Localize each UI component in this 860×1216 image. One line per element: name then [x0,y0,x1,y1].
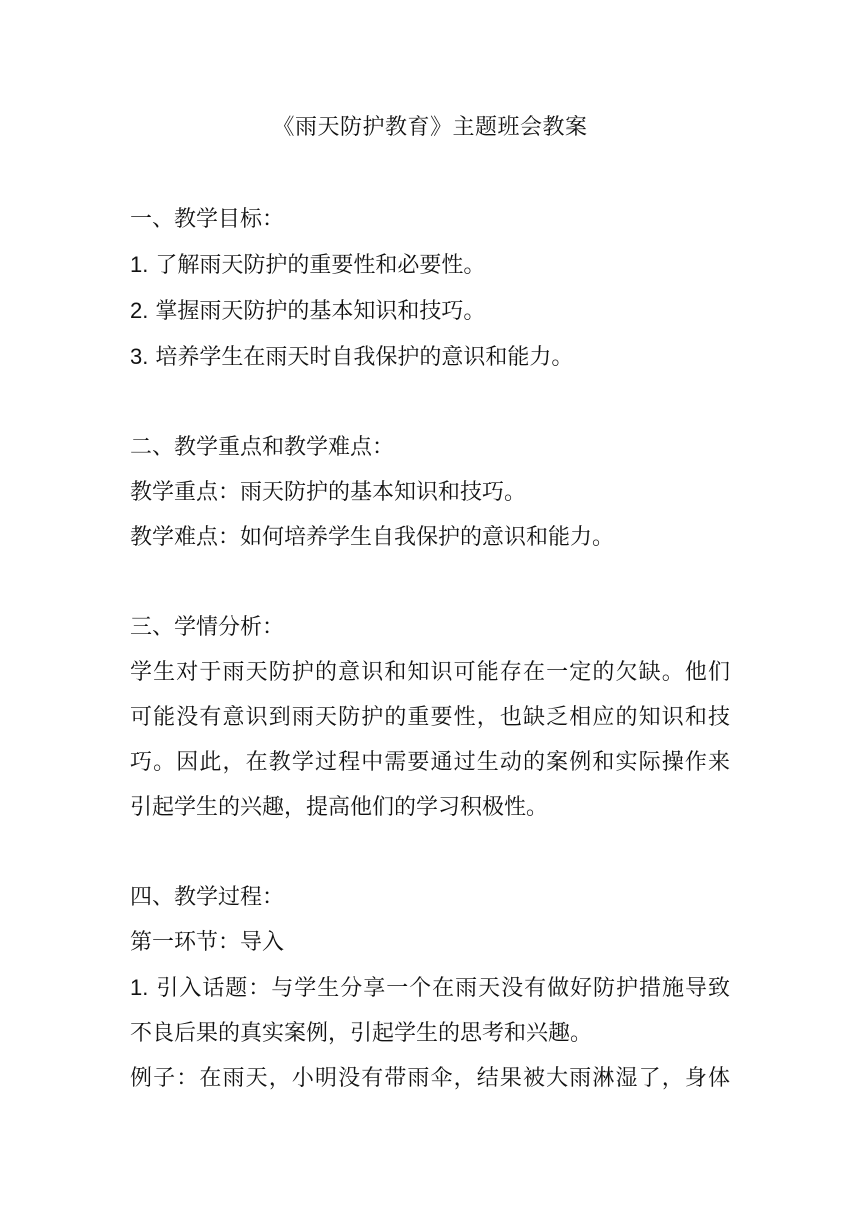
document-body [130,197,730,1101]
teaching-difficulty: 教学难点：如何培养学生自我保护的意识和能力。 [130,525,615,550]
objective-number: 3. [130,344,149,369]
process-item-number: 1. [130,975,149,1000]
objective-number: 1. [130,252,149,277]
process-item-text: 引入话题：与学生分享一个在雨天没有做好防护措施导致 [156,976,730,1001]
objective-item [130,288,730,334]
analysis-line: 巧。因此，在教学过程中需要通过生动的案例和实际操作来 [130,750,730,775]
objective-number: 2. [130,298,149,323]
spacer [130,560,730,605]
section-heading-objectives: 一、教学目标： [130,207,285,232]
teaching-focus: 教学重点：雨天防护的基本知识和技巧。 [130,480,527,505]
example-text: 例子：在雨天，小明没有带雨伞，结果被大雨淋湿了，身体 [130,1066,730,1091]
process-item [130,965,730,1011]
document-title: 《雨天防护教育》主题班会教案 [272,115,588,140]
section-heading-analysis: 三、学情分析： [130,615,285,640]
analysis-line: 可能没有意识到雨天防护的重要性，也缺乏相应的知识和技 [130,705,730,730]
objective-text: 培养学生在雨天时自我保护的意识和能力。 [155,345,574,370]
spacer [130,830,730,875]
process-step-heading: 第一环节：导入 [130,930,285,955]
process-item-continuation: 不良后果的真实案例，引起学生的思考和兴趣。 [130,1021,593,1046]
objective-text: 掌握雨天防护的基本知识和技巧。 [155,299,486,324]
objective-text: 了解雨天防护的重要性和必要性。 [155,253,486,278]
section-heading-key-points: 二、教学重点和教学难点： [130,435,395,460]
analysis-line: 引起学生的兴趣，提高他们的学习积极性。 [130,795,549,820]
objective-item [130,334,730,380]
analysis-line: 学生对于雨天防护的意识和知识可能存在一定的欠缺。他们 [130,660,730,685]
objective-item [130,242,730,288]
spacer [130,380,730,425]
section-heading-process: 四、教学过程： [130,885,285,910]
